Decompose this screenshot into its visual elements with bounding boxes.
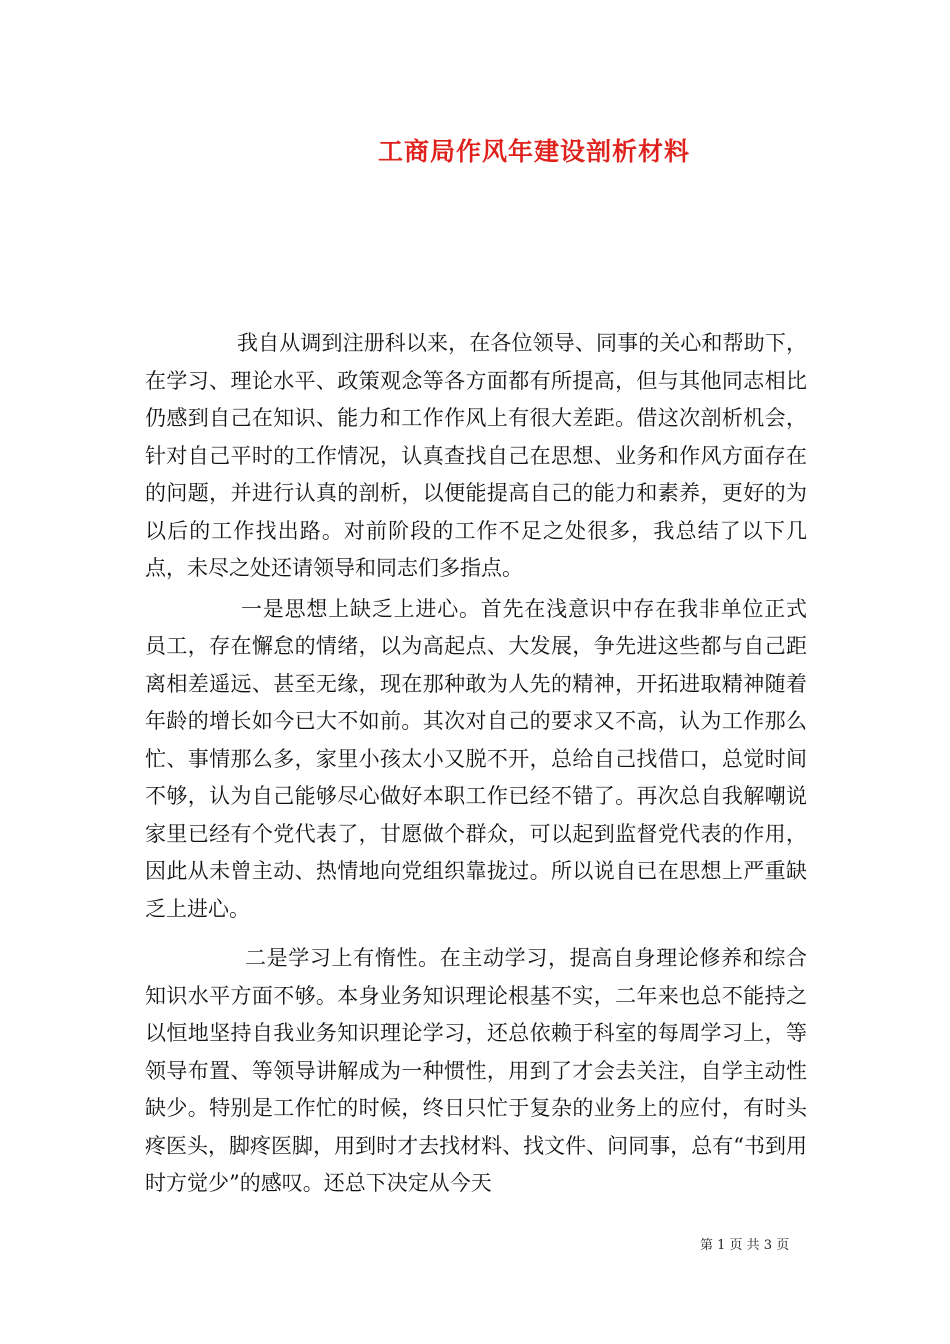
page-number-footer: 第 1 页 共 3 页 bbox=[700, 1238, 790, 1253]
paragraph-point-2: 二是学习上有惰性。在主动学习，提高自身理论修养和综合知识水平方面不够。本身业务知识理论根基不实，二年来也总不能持之以恒地坚持自我业务知识理论学习，还总依赖于科室的每周学习上，等领导布置、等领导讲解成为一种惯性，用到了才会去关注，自学主动性缺少。特别是工作忙的时候，终日只忙于复杂的业务上的应付，有时头疼医头，脚疼医脚，用到时才去找材料、找文件、问同事，总有“书到用时方觉少”的感叹。还总下决定从今天 bbox=[145, 946, 807, 1195]
document-title: 工商局作风年建设剖析材料 bbox=[377, 137, 690, 166]
document-body bbox=[145, 325, 807, 1203]
paragraph-intro: 我自从调到注册科以来，在各位领导、同事的关心和帮助下，在学习、理论水平、政策观念等各方面都有所提高，但与其他同志相比仍感到自己在知识、能力和工作作风上有很大差距。借这次剖析机会，针对自己平时的工作情况，认真查找自己在思想、业务和作风方面存在的问题，并进行认真的剖析，以便能提高自己的能力和素养，更好的为以后的工作找出路。对前阶段的工作不足之处很多，我总结了以下几点，未尽之处还请领导和同志们多指点。 bbox=[145, 331, 807, 580]
paragraph-point-1: 一是思想上缺乏上进心。首先在浅意识中存在我非单位正式员工，存在懈怠的情绪，以为高起点、大发展，争先进这些都与自己距离相差遥远、甚至无缘，现在那种敢为人先的精神，开拓进取精神随着年龄的增长如今已大不如前。其次对自己的要求又不高，认为工作那么忙、事情那么多，家里小孩太小又脱不开，总给自己找借口，总觉时间不够，认为自己能够尽心做好本职工作已经不错了。再次总自我解嘲说家里已经有个党代表了，甘愿做个群众，可以起到监督党代表的作用，因此从未曾主动、热情地向党组织靠拢过。所以说自已在思想上严重缺乏上进心。 bbox=[145, 596, 807, 921]
